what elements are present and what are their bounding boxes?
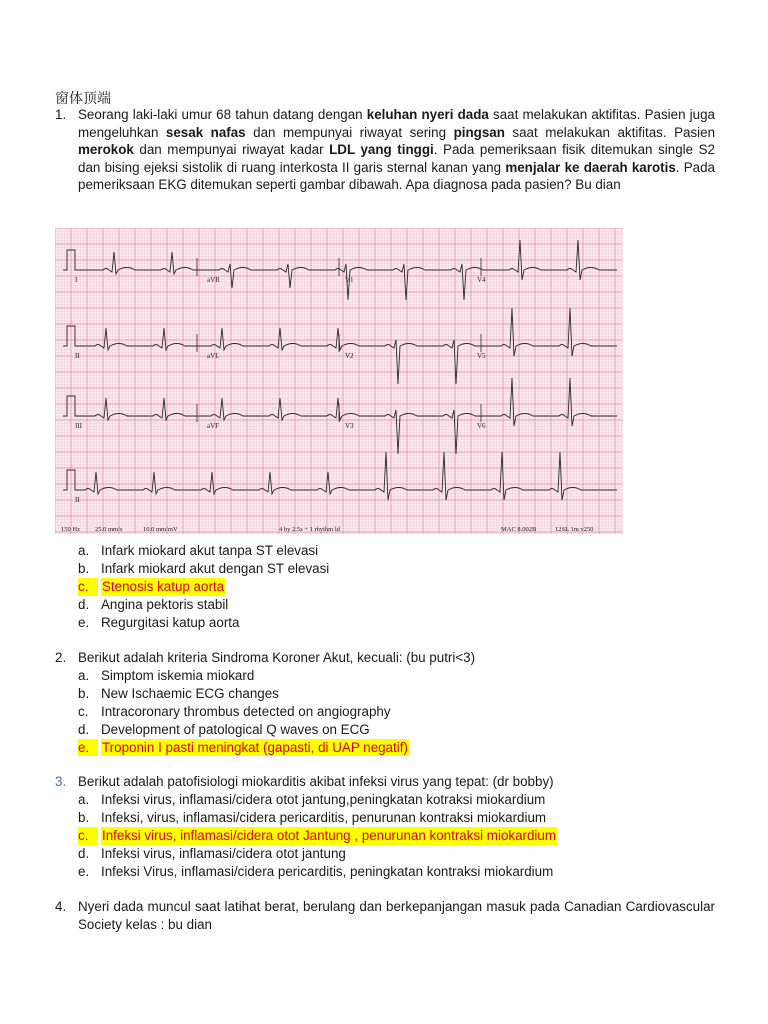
lead-label: V5: [477, 352, 486, 360]
lead-label: V3: [345, 422, 354, 430]
question-2: 2. Berikut adalah kriteria Sindroma Koroner Akut, kecuali: (bu putri<3): [55, 649, 715, 667]
option-b: b. New Ischaemic ECG changes: [78, 685, 279, 701]
question-text: Seorang laki-laki umur 68 tahun datang dengan keluhan nyeri dada saat melakukan aktifitas. Pasien juga mengeluhkan sesak nafas dan mempunyai riwayat sering pingsan saat melakukan aktifitas. Pasien merokok dan mempunyai riwayat kadar LDL yang tinggi. Pada pemeriksaan fisik ditemukan single S2 dan bising ejeksi sistolik di ruang interkosta II garis sternal kanan yang menjalar ke daerah karotis. Pada pemeriksaan EKG ditemukan seperti gambar dibawah. Apa diagnosa pada pasien? Bu dian: [78, 107, 716, 193]
ecg-footer-text: 10.0 mm/mV: [143, 526, 178, 533]
option-c: c. Intracoronary thrombus detected on angiography: [78, 703, 391, 719]
option-b: b. Infeksi, virus, inflamasi/cidera pericarditis, penurunan kontraksi miokardium: [78, 809, 547, 825]
question-1-options: [78, 542, 698, 631]
lead-label: V2: [345, 352, 354, 360]
header-text: 窗体顶端: [55, 90, 111, 106]
option-c-answer: c. Stenosis katup aorta: [78, 578, 225, 594]
ecg-footer-text: MAC 8.002B: [501, 526, 537, 533]
question-number: 1.: [55, 107, 67, 122]
option-a: a. Infark miokard akut tanpa ST elevasi: [78, 543, 319, 558]
ecg-image: [55, 228, 623, 534]
option-a: a. Simptom iskemia miokard: [78, 668, 255, 683]
lead-label: I: [75, 276, 78, 284]
question-text: Nyeri dada muncul saat latihat berat, berulang dan berkepanjangan masuk pada Canadian Cardiovascular Society kelas : bu dian: [78, 899, 715, 932]
question-3: 3. Berikut adalah patofisiologi miokarditis akibat infeksi virus yang tepat: (dr bobby): [55, 773, 715, 791]
ecg-footer-text: 25.0 mm/s: [95, 526, 123, 533]
option-e: e. Regurgitasi katup aorta: [78, 614, 240, 630]
option-d: d. Angina pektoris stabil: [78, 596, 229, 612]
question-2-options: [78, 667, 698, 756]
lead-label: III: [75, 422, 82, 430]
question-text: Berikut adalah kriteria Sindroma Koroner Akut, kecuali: (bu putri<3): [78, 650, 476, 665]
lead-label: V6: [477, 422, 486, 430]
question-1: [55, 106, 715, 194]
option-d: d. Infeksi virus, inflamasi/cidera otot jantung: [78, 845, 346, 861]
lead-label: V4: [477, 276, 486, 284]
lead-label: aVR: [207, 276, 220, 284]
question-4: 4. Nyeri dada muncul saat latihat berat, berulang dan berkepanjangan masuk pada Canadian Cardiovascular Society kelas : bu dian: [55, 899, 715, 932]
lead-label: II: [75, 352, 80, 360]
option-a: a. Infeksi virus, inflamasi/cidera otot jantung,peningkatan kotraksi miokardium: [78, 792, 546, 807]
question-text: Berikut adalah patofisiologi miokarditis akibat infeksi virus yang tepat: (dr bobby): [78, 774, 554, 789]
lead-label: II: [75, 496, 80, 504]
lead-label: aVL: [207, 352, 220, 360]
ecg-footer-text: 12SL 1m v250: [555, 526, 594, 533]
lead-label: aVF: [207, 422, 220, 430]
ecg-footer-text: 150 Hz: [61, 526, 80, 533]
lead-label: V1: [345, 276, 354, 284]
option-d: d. Development of patological Q waves on ECG: [78, 721, 370, 737]
option-b: b. Infark miokard akut dengan ST elevasi: [78, 560, 330, 576]
ecg-footer-text: 4 by 2.5s + 1 rhythm ld: [279, 526, 340, 533]
question-3-options: [78, 791, 698, 880]
option-e-answer: e. Troponin I pasti meningkat (gapasti, di UAP negatif): [78, 739, 408, 755]
option-e: e. Infeksi Virus, inflamasi/cidera pericarditis, peningkatan kontraksi miokardium: [78, 863, 554, 879]
option-c-answer: c. Infeksi virus, inflamasi/cidera otot Jantung , penurunan kontraksi miokardium: [78, 827, 557, 843]
